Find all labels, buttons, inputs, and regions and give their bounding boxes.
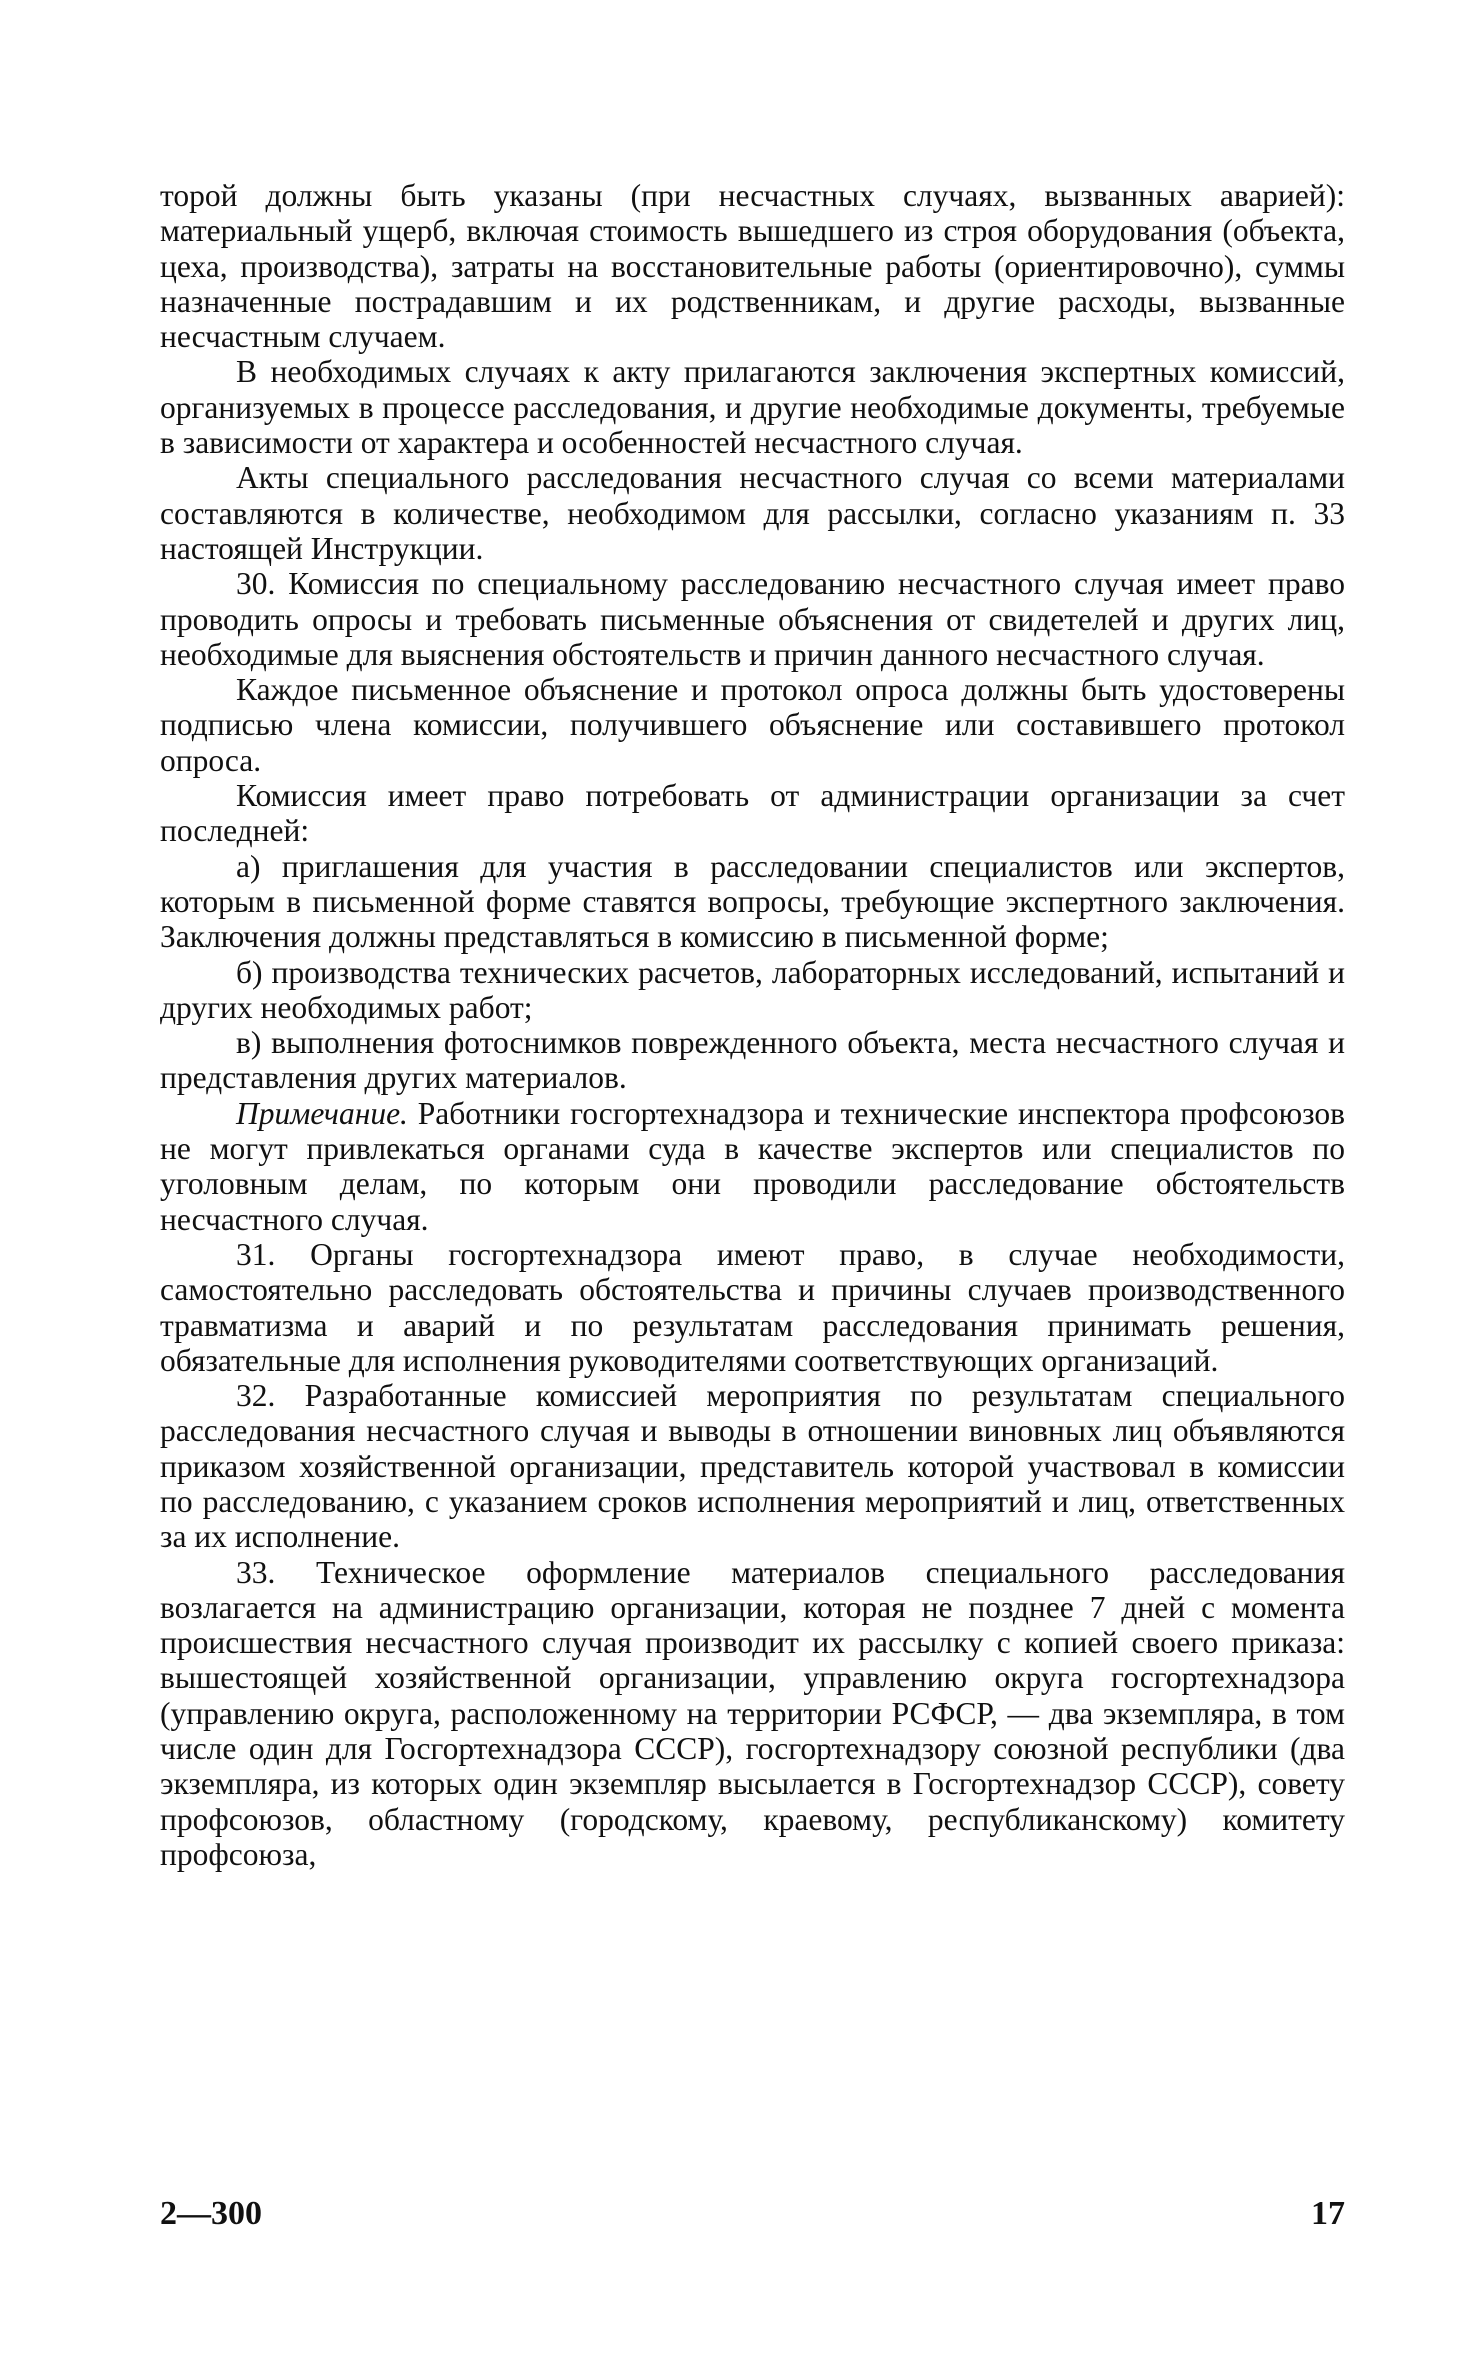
paragraph-acts-quantity: Акты специального расследования несчастного случая со всеми материалами составляются в количестве, необходимом для рассылки, согласно указаниям п. 33 настоящей Инструкции. — [160, 460, 1345, 566]
paragraph-item-33: 33. Техническое оформление материалов специального расследования возлагается на администрацию организации, которая не позднее 7 дней с момента происшествия несчастного случая производит их рассылку с копией своего приказа: вышестоящей хозяйственной организации, управлению округа госгортехнадзора (управлению округа, расположенному на территории РСФСР, — два экземпляра, в том числе один для Госгортехнадзора СССР), госгортехнадзору союзной республики (два экземпляра, из которых один экземпляр высылается в Госгортехнадзор СССР), совету профсоюзов, областному (городскому, краевому, республиканскому) комитету профсоюза, — [160, 1554, 1345, 1872]
page-body — [160, 178, 1345, 1872]
note-label: Примечание. — [236, 1095, 408, 1131]
paragraph-note — [160, 1096, 1345, 1237]
paragraph-item-30: 30. Комиссия по специальному расследованию несчастного случая имеет право проводить опросы и требовать письменные объяснения от свидетелей и других лиц, необходимые для выяснения обстоятельств и причин данного несчастного случая. — [160, 566, 1345, 672]
paragraph-commission-rights: Комиссия имеет право потребовать от администрации организации за счет последней: — [160, 778, 1345, 849]
paragraph-item-31: 31. Органы госгортехнадзора имеют право, в случае необходимости, самостоятельно расследовать обстоятельства и причины случаев производственного травматизма и аварий и по результатам расследования принимать решения, обязательные для исполнения руководителями соответствующих организаций. — [160, 1236, 1345, 1378]
printer-signature: 2—300 — [160, 2195, 262, 2232]
note-text: Работники госгортехнадзора и технические инспектора профсоюзов не могут привлекаться органами суда в качестве экспертов или специалистов по уголовным делам, по которым они проводили расследование обстоятельств несчастного случая. — [160, 1095, 1345, 1237]
paragraph-expert-conclusions: В необходимых случаях к акту прилагаются заключения экспертных комиссий, организуемых в процессе расследования, и другие необходимые документы, требуемые в зависимости от характера и особенностей несчастного случая. — [160, 354, 1345, 461]
paragraph-item-32: 32. Разработанные комиссией мероприятия по результатам специального расследования несчастного случая и выводы в отношении виновных лиц объявляются приказом хозяйственной организации, представитель которой участвовал в комиссии по расследованию, с указанием сроков исполнения мероприятий и лиц, ответственных за их исполнение. — [160, 1378, 1345, 1555]
paragraph-item-a: а) приглашения для участия в расследовании специалистов или экспертов, которым в письменной форме ставятся вопросы, требующие экспертного заключения. Заключения должны представляться в комиссию в письменной форме; — [160, 848, 1345, 955]
paragraph-item-b: б) производства технических расчетов, лабораторных исследований, испытаний и других необходимых работ; — [160, 954, 1345, 1025]
paragraph-written-explanation: Каждое письменное объяснение и протокол опроса должны быть удостоверены подписью члена комиссии, получившего объяснение или составившего протокол опроса. — [160, 672, 1345, 778]
page-number: 17 — [1311, 2195, 1345, 2232]
paragraph-continuation: торой должны быть указаны (при несчастных случаях, вызванных аварией): материальный ущерб, включая стоимость вышедшего из строя оборудования (объекта, цеха, производства), затраты на восстановительные работы (ориентировочно), суммы назначенные пострадавшим и их родственникам, и другие расходы, вызванные несчастным случаем. — [160, 178, 1345, 355]
paragraph-item-v: в) выполнения фотоснимков поврежденного объекта, места несчастного случая и представления других материалов. — [160, 1025, 1345, 1096]
